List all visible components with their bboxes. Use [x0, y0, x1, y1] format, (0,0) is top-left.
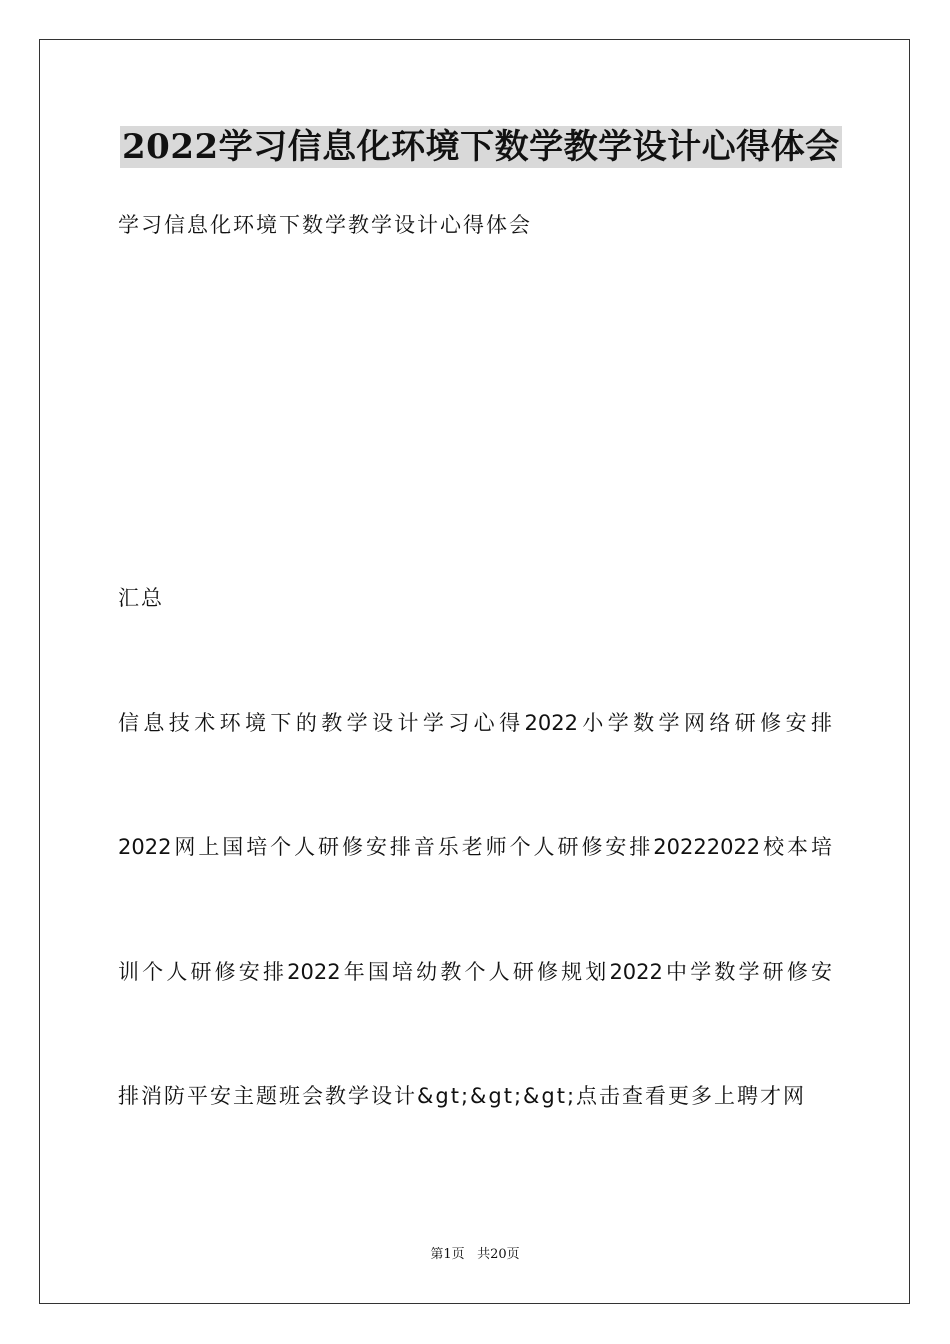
body-line: 排消防平安主题班会教学设计&gt;&gt;&gt;点击查看更多上聘才网 [118, 1084, 807, 1108]
page-footer [0, 1246, 950, 1264]
body-line-summary: 汇总 [118, 586, 164, 610]
document-title: 2022学习信息化环境下数学教学设计心得体会 [122, 127, 840, 167]
subtitle-line: 学习信息化环境下数学教学设计心得体会 [118, 213, 532, 237]
body-line: 2022网上国培个人研修安排音乐老师个人研修安排20222022校本培 [118, 835, 832, 859]
body-line: 信息技术环境下的教学设计学习心得2022小学数学网络研修安排 [118, 711, 832, 735]
body-line: 训个人研修安排2022年国培幼教个人研修规划2022中学数学研修安 [118, 960, 832, 984]
page-total: 共20页 [477, 1247, 520, 1262]
page-number: 第1页 [430, 1247, 465, 1262]
